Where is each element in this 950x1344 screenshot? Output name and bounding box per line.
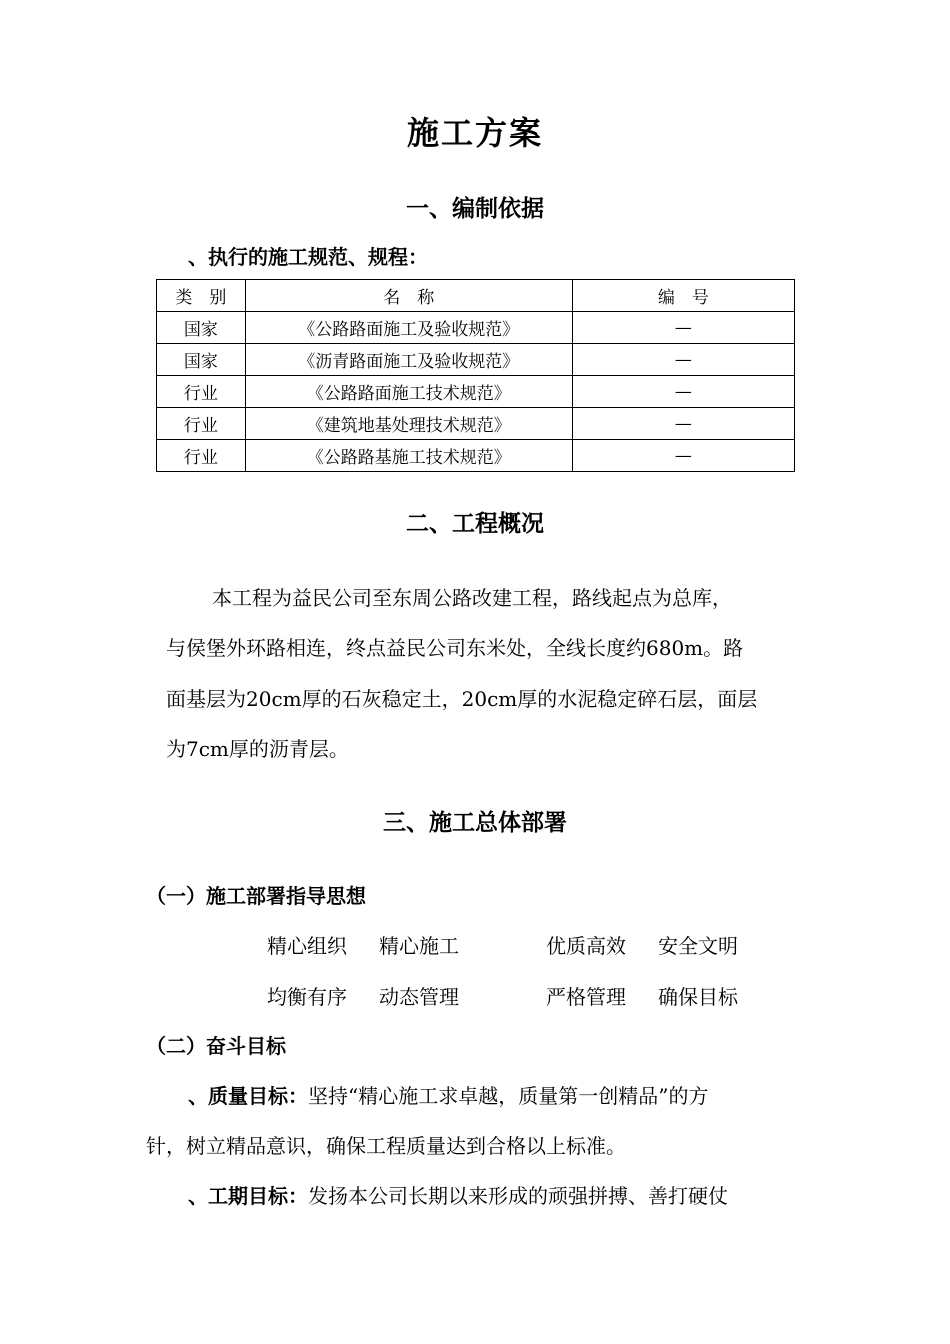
cell-number: — <box>572 440 794 472</box>
table-header-row <box>157 280 795 312</box>
table-row <box>157 408 795 440</box>
motto-item: 均衡有序 <box>267 985 347 1009</box>
section-2-title: 二、工程概况 <box>406 511 544 537</box>
cell-category: 行业 <box>157 440 246 472</box>
motto-item: 精心组织 <box>267 934 347 958</box>
goals-heading: （二）奋斗目标 <box>146 1034 286 1058</box>
overview-line: 与侯堡外环路相连，终点益民公司东米处，全线长度约680m。路 <box>166 636 744 660</box>
table-row <box>157 376 795 408</box>
motto-item: 优质高效 <box>546 934 626 958</box>
header-category: 类 别 <box>157 280 246 312</box>
overview-line: 为7cm厚的沥青层。 <box>166 737 349 761</box>
table-row <box>157 312 795 344</box>
schedule-goal-text: 发扬本公司长期以来形成的顽强拼搏、善打硬仗 <box>308 1184 728 1208</box>
section-3-title: 三、施工总体部署 <box>383 810 567 836</box>
cell-category: 行业 <box>157 376 246 408</box>
schedule-goal-label: 、工期目标： <box>188 1184 308 1208</box>
cell-number: — <box>572 376 794 408</box>
norms-subheading: 、执行的施工规范、规程： <box>188 245 428 269</box>
table-row <box>157 344 795 376</box>
cell-name: 《公路路基施工技术规范》 <box>245 440 572 472</box>
motto-item: 安全文明 <box>658 934 738 958</box>
overview-line: 面基层为20cm厚的石灰稳定土，20cm厚的水泥稳定碎石层，面层 <box>166 687 758 711</box>
header-name: 名 称 <box>245 280 572 312</box>
header-number: 编 号 <box>572 280 794 312</box>
motto-item: 严格管理 <box>546 985 626 1009</box>
guiding-principles-heading: （一）施工部署指导思想 <box>146 884 366 908</box>
cell-category: 国家 <box>157 312 246 344</box>
motto-item: 确保目标 <box>658 985 738 1009</box>
overview-line: 本工程为益民公司至东周公路改建工程，路线起点为总库， <box>212 586 732 610</box>
motto-item: 动态管理 <box>379 985 459 1009</box>
cell-number: — <box>572 344 794 376</box>
motto-item: 精心施工 <box>379 934 459 958</box>
schedule-goal-paragraph <box>188 1180 728 1209</box>
quality-goal-paragraph <box>188 1080 708 1109</box>
cell-number: — <box>572 408 794 440</box>
cell-category: 国家 <box>157 344 246 376</box>
table-row <box>157 440 795 472</box>
cell-name: 《沥青路面施工及验收规范》 <box>245 344 572 376</box>
quality-goal-label: 、质量目标： <box>188 1084 308 1108</box>
section-1-title: 一、编制依据 <box>406 196 544 222</box>
cell-name: 《建筑地基处理技术规范》 <box>245 408 572 440</box>
quality-goal-continued: 针，树立精品意识，确保工程质量达到合格以上标准。 <box>146 1134 626 1158</box>
cell-name: 《公路路面施工及验收规范》 <box>245 312 572 344</box>
cell-name: 《公路路面施工技术规范》 <box>245 376 572 408</box>
cell-category: 行业 <box>157 408 246 440</box>
cell-number: — <box>572 312 794 344</box>
quality-goal-text: 坚持“精心施工求卓越，质量第一创精品”的方 <box>308 1084 709 1108</box>
document-title: 施工方案 <box>406 114 543 152</box>
norms-table <box>156 279 795 472</box>
